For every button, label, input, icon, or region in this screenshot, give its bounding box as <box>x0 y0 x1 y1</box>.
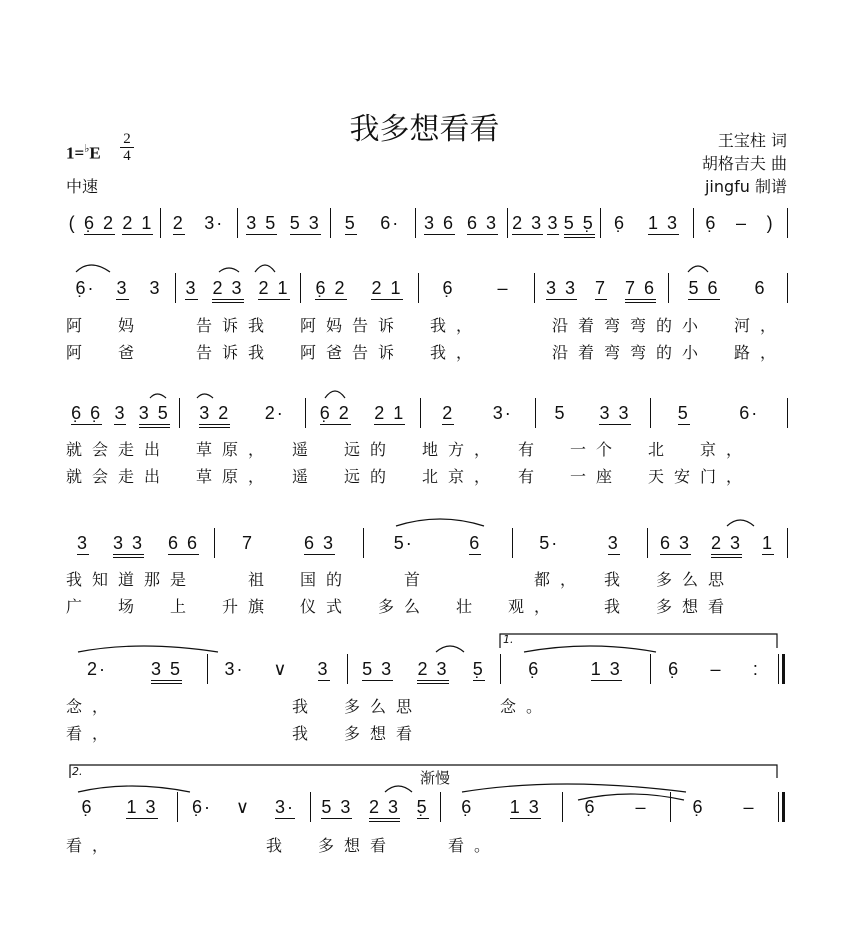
slur <box>150 394 166 398</box>
note-group: ( <box>68 213 77 233</box>
note-group: 3 5 <box>139 402 170 428</box>
measure <box>443 796 559 822</box>
note-group: 3 <box>114 403 127 423</box>
note-group: 6· <box>739 403 760 423</box>
slur <box>727 520 754 526</box>
measure <box>163 212 234 238</box>
measure <box>333 212 412 238</box>
note-group: 1 <box>761 533 774 553</box>
barline <box>512 528 513 558</box>
barline <box>415 208 416 238</box>
tempo-marking: 中速 <box>66 177 99 196</box>
note-group: 3 <box>607 533 620 553</box>
ritardando-marking: 渐慢 <box>420 769 451 787</box>
note-group: 3· <box>204 213 225 233</box>
repeat-end-barline <box>782 654 785 684</box>
measure <box>182 402 302 428</box>
note-group: 6̣ <box>692 797 705 817</box>
note-group: 2 1 <box>258 278 290 298</box>
lyric-line-1: 看， 我 多想看 看。 <box>66 836 501 855</box>
volta-1-label: 1. <box>503 633 514 646</box>
barline <box>305 398 306 428</box>
note-group: 6̣ <box>528 659 541 679</box>
note-group: 6 3 <box>303 533 335 553</box>
note-group: 2 3 <box>417 658 448 684</box>
note-group: 3 <box>185 278 198 298</box>
note-group: 3· <box>492 403 513 423</box>
flat-sign: ♭ <box>84 143 90 155</box>
note-group: 5 <box>677 403 690 423</box>
barline <box>440 792 441 822</box>
slur <box>436 646 464 652</box>
barline <box>363 528 364 558</box>
lyric-line-2: 看， 我 多想看 <box>66 724 423 743</box>
note-group: 3 5 <box>246 213 278 233</box>
note-group: 7 <box>594 278 607 298</box>
note-group: 1 3 <box>647 213 679 233</box>
note-group: 2 3 <box>711 532 742 558</box>
measure <box>210 658 344 684</box>
measure <box>650 532 784 558</box>
note-group: 5 3 <box>321 797 353 817</box>
measure <box>538 402 647 428</box>
note-group: 6̣ <box>668 659 681 679</box>
note-group: 6 <box>754 278 767 298</box>
measure <box>537 277 665 303</box>
system-1 <box>0 212 849 242</box>
note-group: 2 <box>442 403 455 423</box>
barline <box>179 398 180 428</box>
barline <box>237 208 238 238</box>
lyric-line-1: 阿 妈 告诉我 阿妈告诉 我， 沿着弯弯的小 河， <box>66 316 787 335</box>
note-group: 3 <box>547 213 560 233</box>
note-group: 5 3 <box>362 659 394 679</box>
note-group: 3· <box>275 797 296 817</box>
measure <box>421 277 531 303</box>
key-note: E <box>89 143 101 163</box>
note-group: 2 3 <box>212 277 243 303</box>
lyric-line-1: 就会走出 草原， 遥 远的 地方， 有 一个 北 京， <box>66 440 753 459</box>
note-group: 2 3 <box>369 796 400 822</box>
measure <box>65 402 176 428</box>
note-group: 6̣ <box>613 213 626 233</box>
note-group: 6· <box>380 213 401 233</box>
measure <box>673 796 775 822</box>
note-group: 5̣ <box>416 797 429 817</box>
note-group: 3 <box>149 278 162 298</box>
measure <box>603 212 690 238</box>
note-group: 2 3 <box>512 213 544 233</box>
note-group: 3 3 <box>113 532 144 558</box>
slur <box>255 265 275 272</box>
system-4 <box>0 532 849 562</box>
measure <box>303 277 415 303</box>
note-group: 6 <box>469 533 482 553</box>
lyric-line-1: 我知道那是 祖 国的 首 都， 我 多么思 <box>66 570 735 589</box>
dash-note: – <box>635 797 648 817</box>
note-group: 6̣ <box>81 797 94 817</box>
lyric-line-2: 就会走出 草原， 遥 远的 北京， 有 一座 天安门， <box>66 467 753 486</box>
barline <box>778 792 779 822</box>
measure <box>65 658 204 684</box>
barline <box>214 528 215 558</box>
barline <box>562 792 563 822</box>
note-group: ) <box>766 213 775 233</box>
key-signature <box>66 142 101 164</box>
note-group: 6̣ <box>584 797 597 817</box>
time-top: 2 <box>123 131 131 147</box>
barline <box>300 273 301 303</box>
dash-note: – <box>710 659 723 679</box>
measure <box>350 658 497 684</box>
barline <box>693 208 694 238</box>
note-group: : <box>752 659 760 679</box>
note-group: 2 1 <box>122 213 154 233</box>
measure <box>313 796 437 822</box>
note-group: 6̣ 2 <box>83 213 115 233</box>
barline <box>787 398 788 428</box>
measure <box>65 796 174 822</box>
barline <box>330 208 331 238</box>
barline <box>650 654 651 684</box>
volta-1-bracket <box>500 634 777 648</box>
note-group: 6̣ <box>442 278 455 298</box>
measure <box>308 402 417 428</box>
measure <box>565 796 667 822</box>
barline <box>534 273 535 303</box>
barline <box>787 208 788 238</box>
note-group: 6̣ 2 <box>319 403 351 423</box>
note-group: 5· <box>393 533 414 553</box>
barline <box>787 528 788 558</box>
barline <box>420 398 421 428</box>
note-group: 3 <box>317 659 330 679</box>
lyricist-credit: 王宝柱 词 <box>717 131 787 150</box>
breath-mark: ∨ <box>273 659 289 679</box>
slur <box>688 266 708 272</box>
note-group: 6 3 <box>659 533 692 553</box>
note-group: 6̣· <box>191 797 212 817</box>
system-6 <box>0 796 849 826</box>
system-2 <box>0 277 849 307</box>
measure <box>423 402 532 428</box>
measure <box>65 277 172 303</box>
dash-note: – <box>497 278 510 298</box>
note-group: 5 <box>344 213 357 233</box>
barline <box>207 654 208 684</box>
note-group: 6 3 <box>466 213 499 233</box>
engraver-credit: jingfu 制谱 <box>704 177 787 196</box>
slur <box>78 646 218 652</box>
note-group: 7 6 <box>625 277 656 303</box>
note-group: 2· <box>264 403 285 423</box>
measure <box>180 796 307 822</box>
note-group: 3 2 <box>199 402 230 428</box>
note-group: 3 5 <box>151 658 182 684</box>
barline <box>787 273 788 303</box>
barline <box>600 208 601 238</box>
barline <box>650 398 651 428</box>
note-group: 7 <box>241 533 254 553</box>
measure <box>240 212 327 238</box>
note-group: 6̣ <box>705 213 718 233</box>
measure <box>696 212 784 238</box>
note-group: 3 6 <box>423 213 456 233</box>
note-group: 6̣ <box>461 797 474 817</box>
note-group: 3· <box>224 659 245 679</box>
barline <box>535 398 536 428</box>
measure <box>510 212 597 238</box>
lyric-line-2: 广 场 上 升旗 仪式 多么 壮 观， 我 多想看 <box>66 597 735 616</box>
slur <box>78 786 190 792</box>
system-5 <box>0 658 849 688</box>
measure <box>366 532 509 558</box>
note-group: 6̣ 6̣ <box>71 403 103 423</box>
volta-2-label: 2. <box>72 765 83 778</box>
system-3 <box>0 402 849 432</box>
slur <box>462 784 686 792</box>
note-group: 2 1 <box>371 278 403 298</box>
slur <box>197 394 213 398</box>
slur <box>385 786 412 792</box>
note-group: 3 <box>76 533 89 553</box>
note-group: 6̣ 2 <box>315 278 347 298</box>
barline <box>160 208 161 238</box>
measure <box>671 277 784 303</box>
composer-credit: 胡格吉夫 曲 <box>701 154 787 173</box>
barline <box>418 273 419 303</box>
time-bottom: 4 <box>120 147 134 164</box>
measure <box>653 658 775 684</box>
note-group: 5 5̣ <box>564 212 595 238</box>
measure <box>217 532 360 558</box>
measure <box>515 532 644 558</box>
measure <box>65 212 157 238</box>
barline <box>670 792 671 822</box>
note-group: 5· <box>539 533 560 553</box>
dash-note: – <box>736 213 749 233</box>
note-group: 1 3 <box>126 797 158 817</box>
note-group: 2 1 <box>374 403 406 423</box>
note-group: 1 3 <box>590 659 622 679</box>
barline <box>500 654 501 684</box>
note-group: 6 6 <box>167 533 199 553</box>
barline <box>347 654 348 684</box>
barline <box>668 273 669 303</box>
slur <box>325 391 345 398</box>
lyric-line-1: 念， 我 多么思 念。 <box>66 697 553 716</box>
note-group: 3 3 <box>545 278 578 298</box>
measure <box>503 658 647 684</box>
breath-mark: ∨ <box>235 797 252 817</box>
barline <box>310 792 311 822</box>
measure <box>653 402 784 428</box>
final-barline <box>782 792 785 822</box>
lyric-line-2: 阿 爸 告诉我 阿爸告诉 我， 沿着弯弯的小 路， <box>66 343 787 362</box>
slur <box>396 519 484 526</box>
note-group: 2· <box>86 659 107 679</box>
note-group: 5 <box>554 403 567 423</box>
note-group: 5 3 <box>289 213 321 233</box>
note-group: 5 6 <box>688 278 720 298</box>
note-group: 3 <box>116 278 129 298</box>
time-signature <box>120 131 134 164</box>
note-group: 2 <box>172 213 185 233</box>
slur <box>219 268 239 272</box>
measure <box>65 532 211 558</box>
note-group: 5̣ <box>472 659 485 679</box>
key-prefix: 1= <box>66 143 85 163</box>
dash-note: – <box>743 797 756 817</box>
note-group: 1 3 <box>509 797 541 817</box>
barline <box>177 792 178 822</box>
measure <box>178 277 297 303</box>
measure <box>418 212 504 238</box>
slur <box>524 646 656 652</box>
slur <box>76 265 110 272</box>
note-group: 6̣· <box>75 278 96 298</box>
barline <box>647 528 648 558</box>
barline <box>778 654 779 684</box>
note-group: 3 3 <box>599 403 631 423</box>
song-title: 我多想看看 <box>349 112 500 147</box>
barline <box>507 208 508 238</box>
barline <box>175 273 176 303</box>
